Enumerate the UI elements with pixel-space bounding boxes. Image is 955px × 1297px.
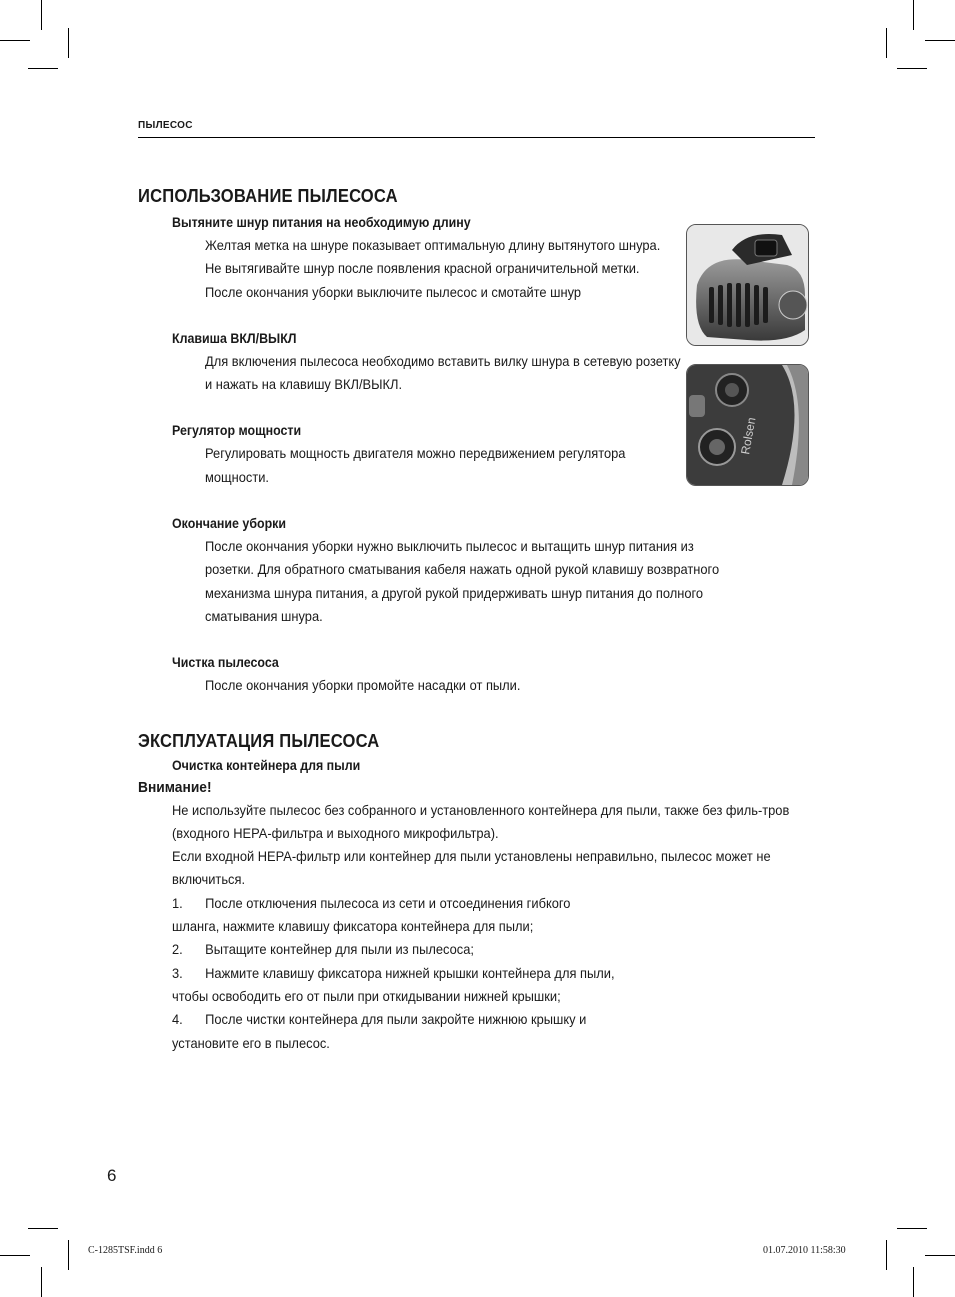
page-number: 6 xyxy=(107,1166,117,1185)
step-text: После отключения пылесоса из сети и отсоединения гибкого xyxy=(205,894,571,911)
step-text: После чистки контейнера для пыли закройте нижнюю крышку и xyxy=(205,1011,587,1028)
crop-mark xyxy=(41,1267,42,1297)
crop-mark xyxy=(28,1228,58,1229)
crop-mark xyxy=(913,0,914,30)
crop-mark xyxy=(886,28,887,58)
subsection-text: Для включения пылесоса необходимо вставить вилку шнура в сетевую розетку и нажать на клавишу ВКЛ/ВЫКЛ. xyxy=(205,352,681,393)
subsection-heading: Окончание уборки xyxy=(172,516,287,532)
crop-mark xyxy=(68,1240,69,1270)
step-continuation: шланга, нажмите клавишу фиксатора контейнера для пыли; xyxy=(172,918,534,935)
crop-mark xyxy=(913,1267,914,1297)
attention-label: Внимание! xyxy=(138,778,212,796)
step-number: 2. xyxy=(172,941,183,958)
step-number: 3. xyxy=(172,964,183,981)
subsection-text: После окончания уборки нужно выключить пылесос и вытащить шнур питания из розетки. Для обратного сматывания кабеля нажать одной рукой клавишу возвратного механизма шнура питания, а другой рукой придерживать шнур питания до полного сматывания шнура. xyxy=(205,538,720,624)
section-title: ИСПОЛЬЗОВАНИЕ ПЫЛЕСОСА xyxy=(138,186,398,206)
step-text: Вытащите контейнер для пыли из пылесоса; xyxy=(205,941,474,958)
step-item xyxy=(172,892,761,915)
step-continuation: чтобы освободить его от пыли при откидывании нижней крышки; xyxy=(172,987,561,1004)
step-item xyxy=(172,938,761,961)
step-item xyxy=(172,962,761,985)
text-line: После окончания уборки выключите пылесос и смотайте шнур xyxy=(205,283,582,300)
header-rule xyxy=(138,137,815,138)
crop-mark xyxy=(0,40,30,41)
step-number: 4. xyxy=(172,1011,183,1028)
warning-paragraph: Если входной HEPA-фильтр или контейнер для пыли установлены неправильно, пылесос может не включиться. xyxy=(172,848,771,888)
subsection-heading: Чистка пылесоса xyxy=(172,655,279,671)
subsection-heading: Регулятор мощности xyxy=(172,423,302,439)
crop-mark xyxy=(925,1255,955,1256)
subsection-text xyxy=(205,234,683,304)
crop-mark xyxy=(925,40,955,41)
subsection-text: После окончания уборки промойте насадки от пыли. xyxy=(205,677,521,694)
subsection-heading: Вытяните шнур питания на необходимую длину xyxy=(172,215,471,230)
crop-mark xyxy=(897,1228,927,1229)
main-content xyxy=(138,186,818,1055)
date-slug: 01.07.2010 11:58:30 xyxy=(763,1245,846,1256)
text-line: Не вытягивайте шнур после появления красной ограничительной метки. xyxy=(205,260,640,277)
section-title: ЭКСПЛУАТАЦИЯ ПЫЛЕСОСА xyxy=(138,730,380,751)
subsection-heading: Клавиша ВКЛ/ВЫКЛ xyxy=(172,330,297,346)
crop-mark xyxy=(897,68,927,69)
step-number: 1. xyxy=(172,894,183,911)
file-slug: C-1285TSF.indd 6 xyxy=(88,1245,163,1256)
crop-mark xyxy=(68,28,69,58)
step-text: Нажмите клавишу фиксатора нижней крышки контейнера для пыли, xyxy=(205,964,615,981)
crop-mark xyxy=(41,0,42,30)
step-item xyxy=(172,1008,761,1031)
running-title: ПЫЛЕСОС xyxy=(138,120,193,131)
brand-logo: Rolsen xyxy=(738,416,759,456)
text-line: Желтая метка на шнуре показывает оптимальную длину вытянутого шнура. xyxy=(205,237,661,253)
subsection-text: Регулировать мощность двигателя можно передвижением регулятора мощности. xyxy=(205,445,626,485)
warning-paragraph: Не используйте пылесос без собранного и установленного контейнера для пыли, также без филь-тров (входного HEPA-фильтра и выходного микрофильтра). xyxy=(172,801,790,841)
subsection-heading: Очистка контейнера для пыли xyxy=(172,757,361,773)
crop-mark xyxy=(886,1240,887,1270)
crop-mark xyxy=(28,68,58,69)
crop-mark xyxy=(0,1255,30,1256)
step-continuation: установите его в пылесос. xyxy=(172,1034,330,1051)
